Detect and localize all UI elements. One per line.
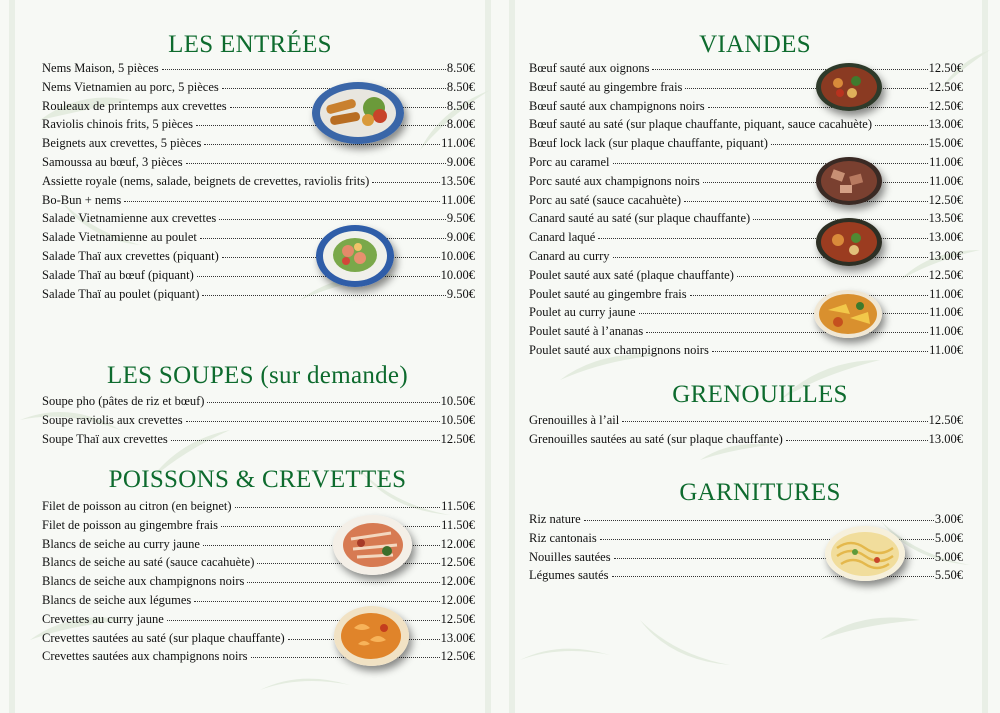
dot-leader bbox=[186, 163, 446, 164]
menu-item-price: 11.00€ bbox=[441, 192, 475, 207]
dot-leader bbox=[684, 201, 928, 202]
chicken-pineapple-icon bbox=[814, 290, 882, 338]
menu-item-price: 3.00€ bbox=[934, 512, 963, 526]
dot-leader bbox=[204, 144, 440, 145]
fried-noodles-icon bbox=[825, 526, 905, 581]
menu-item bbox=[42, 649, 475, 668]
entrees-list bbox=[42, 61, 475, 305]
menu-item bbox=[529, 432, 963, 451]
section-title-garnitures: GARNITURES bbox=[679, 479, 841, 506]
section-title-poissons: POISSONS & CREVETTES bbox=[108, 466, 407, 493]
menu-item bbox=[42, 287, 475, 306]
menu-item-name: Bœuf sauté au saté (sur plaque chauffante, piquant, sauce cacahuète) bbox=[529, 117, 873, 132]
menu-item-name: Canard sauté au saté (sur plaque chauffante) bbox=[529, 211, 751, 226]
menu-item-price: 11.00€ bbox=[929, 173, 963, 188]
menu-item-name: Blancs de seiche au curry jaune bbox=[42, 536, 200, 551]
menu-item-price: 8.50€ bbox=[446, 98, 475, 113]
menu-item-price: 5.50€ bbox=[934, 568, 963, 583]
section-title-entrees: LES ENTRÉES bbox=[168, 31, 332, 58]
menu-item bbox=[42, 518, 475, 537]
menu-item bbox=[529, 249, 963, 268]
section-title-grenouilles: GRENOUILLES bbox=[672, 381, 848, 408]
menu-item-price: 9.00€ bbox=[446, 154, 475, 169]
dot-leader bbox=[737, 276, 928, 277]
dot-leader bbox=[186, 421, 440, 422]
menu-item-name: Blancs de seiche aux champignons noirs bbox=[42, 574, 245, 589]
menu-item-price: 11.00€ bbox=[929, 324, 963, 339]
menu-item bbox=[529, 61, 963, 80]
menu-item-name: Poulet sauté aux saté (plaque chauffante) bbox=[529, 267, 734, 282]
menu-item-name: Canard laqué bbox=[529, 230, 596, 245]
menu-item bbox=[529, 512, 963, 531]
dot-leader bbox=[622, 421, 927, 422]
menu-item-name: Soupe Thaï aux crevettes bbox=[42, 431, 168, 446]
menu-item bbox=[42, 136, 475, 155]
dot-leader bbox=[639, 313, 929, 314]
menu-item-name: Poulet sauté aux champignons noirs bbox=[529, 342, 709, 357]
menu-item bbox=[529, 343, 963, 362]
menu-item bbox=[529, 287, 963, 306]
menu-item bbox=[529, 99, 963, 118]
menu-item-price: 13.00€ bbox=[928, 230, 963, 245]
menu-item-name: Salade Thaï au poulet (piquant) bbox=[42, 286, 200, 301]
menu-item-name: Bœuf sauté aux champignons noirs bbox=[529, 98, 705, 113]
menu-item-name: Porc au saté (sauce cacahuète) bbox=[529, 192, 681, 207]
menu-item-price: 10.50€ bbox=[440, 412, 475, 427]
menu-item-price: 12.50€ bbox=[440, 555, 475, 570]
dot-leader bbox=[712, 351, 928, 352]
salad-plate-icon bbox=[316, 225, 394, 287]
menu-item-price: 12.50€ bbox=[928, 98, 963, 113]
menu-item bbox=[42, 499, 475, 518]
menu-item bbox=[529, 305, 963, 324]
menu-item-name: Riz cantonais bbox=[529, 530, 597, 545]
dot-leader bbox=[613, 257, 928, 258]
dot-leader bbox=[613, 163, 929, 164]
menu-item-price: 12.50€ bbox=[440, 611, 475, 626]
menu-item-name: Raviolis chinois frits, 5 pièces bbox=[42, 117, 194, 132]
menu-item-name: Poulet sauté au gingembre frais bbox=[529, 286, 687, 301]
menu-item-price: 11.00€ bbox=[929, 342, 963, 357]
menu-item bbox=[42, 593, 475, 612]
menu-item-price: 12.00€ bbox=[440, 592, 475, 607]
menu-item-name: Salade Vietnamienne au poulet bbox=[42, 230, 197, 245]
menu-item-name: Soupe pho (pâtes de riz et bœuf) bbox=[42, 394, 205, 408]
menu-item-name: Blancs de seiche aux légumes bbox=[42, 592, 192, 607]
menu-item-name: Crevettes au curry jaune bbox=[42, 611, 164, 626]
dot-leader bbox=[219, 219, 446, 220]
menu-item-name: Riz nature bbox=[529, 512, 581, 526]
menu-item-price: 10.00€ bbox=[440, 248, 475, 263]
menu-item-name: Samoussa au bœuf, 3 pièces bbox=[42, 154, 183, 169]
menu-item bbox=[42, 99, 475, 118]
menu-item-price: 11.00€ bbox=[929, 154, 963, 169]
dot-leader bbox=[685, 88, 927, 89]
menu-item-name: Grenouilles sautées au saté (sur plaque chauffante) bbox=[529, 431, 783, 446]
dot-leader bbox=[207, 402, 439, 403]
spring-rolls-plate-icon bbox=[312, 82, 404, 144]
menu-item-price: 12.50€ bbox=[440, 649, 475, 664]
dot-leader bbox=[786, 440, 928, 441]
menu-item-price: 12.00€ bbox=[440, 536, 475, 551]
menu-item-price: 12.00€ bbox=[440, 574, 475, 589]
menu-item-name: Salade Vietnamienne aux crevettes bbox=[42, 211, 217, 226]
dot-leader bbox=[247, 582, 439, 583]
menu-item bbox=[529, 136, 963, 155]
menu-item-price: 13.00€ bbox=[440, 630, 475, 645]
menu-item-name: Salade Thaï au bœuf (piquant) bbox=[42, 267, 194, 282]
menu-item-name: Salade Thaï aux crevettes (piquant) bbox=[42, 248, 219, 263]
dot-leader bbox=[652, 69, 927, 70]
menu-item bbox=[42, 230, 475, 249]
menu-item-name: Crevettes sautées aux champignons noirs bbox=[42, 649, 248, 664]
menu-item bbox=[42, 80, 475, 99]
menu-item bbox=[42, 394, 475, 413]
menu-item bbox=[42, 61, 475, 80]
menu-item-name: Nems Vietnamien au porc, 5 pièces bbox=[42, 79, 219, 94]
duck-dish-icon bbox=[816, 218, 882, 266]
menu-item-name: Canard au curry bbox=[529, 248, 610, 263]
menu-item bbox=[42, 268, 475, 287]
menu-item-price: 11.00€ bbox=[929, 305, 963, 320]
dot-leader bbox=[197, 276, 440, 277]
menu-item-name: Porc au caramel bbox=[529, 154, 610, 169]
menu-item-price: 12.50€ bbox=[928, 79, 963, 94]
menu-item bbox=[529, 155, 963, 174]
menu-item-price: 13.00€ bbox=[928, 431, 963, 446]
menu-item bbox=[42, 555, 475, 574]
dot-leader bbox=[162, 69, 446, 70]
menu-item-name: Grenouilles à l’ail bbox=[529, 413, 620, 427]
menu-item-price: 15.00€ bbox=[928, 136, 963, 151]
menu-item-price: 9.50€ bbox=[446, 211, 475, 226]
grenouilles-list bbox=[529, 413, 963, 451]
menu-item-name: Porc sauté aux champignons noirs bbox=[529, 173, 700, 188]
poissons-list bbox=[42, 499, 475, 668]
menu-item-price: 9.50€ bbox=[446, 286, 475, 301]
cuttlefish-dish-icon bbox=[333, 515, 412, 575]
pork-dish-icon bbox=[816, 157, 882, 205]
menu-item-price: 13.50€ bbox=[928, 211, 963, 226]
menu-item-price: 11.00€ bbox=[929, 286, 963, 301]
menu-item-name: Filet de poisson au gingembre frais bbox=[42, 517, 219, 532]
menu-item-price: 12.50€ bbox=[928, 413, 963, 427]
dot-leader bbox=[646, 332, 928, 333]
menu-item bbox=[42, 117, 475, 136]
dot-leader bbox=[221, 526, 440, 527]
menu-item-price: 12.50€ bbox=[928, 267, 963, 282]
menu-item bbox=[529, 324, 963, 343]
soupes-list bbox=[42, 394, 475, 450]
dot-leader bbox=[708, 107, 928, 108]
menu-item bbox=[529, 268, 963, 287]
menu-item-price: 13.00€ bbox=[928, 117, 963, 132]
dot-leader bbox=[194, 601, 439, 602]
dot-leader bbox=[875, 125, 928, 126]
menu-item bbox=[42, 211, 475, 230]
menu-item-price: 11.00€ bbox=[441, 136, 475, 151]
menu-item bbox=[529, 211, 963, 230]
menu-item bbox=[529, 230, 963, 249]
dot-leader bbox=[124, 201, 440, 202]
dot-leader bbox=[235, 507, 441, 508]
menu-item-price: 8.50€ bbox=[446, 61, 475, 75]
menu-item bbox=[42, 413, 475, 432]
menu-item-name: Bo-Bun + nems bbox=[42, 192, 122, 207]
menu-item-name: Poulet sauté à l’ananas bbox=[529, 324, 644, 339]
menu-item bbox=[529, 80, 963, 99]
menu-item-price: 13.50€ bbox=[440, 173, 475, 188]
menu-item bbox=[42, 574, 475, 593]
right-page bbox=[500, 0, 1000, 713]
menu-item-name: Nems Maison, 5 pièces bbox=[42, 61, 159, 75]
menu-item-price: 11.50€ bbox=[441, 517, 475, 532]
menu-item-price: 9.00€ bbox=[446, 230, 475, 245]
dot-leader bbox=[372, 182, 439, 183]
menu-item-price: 12.50€ bbox=[928, 61, 963, 75]
menu-item-price: 12.50€ bbox=[440, 431, 475, 446]
beef-stir-fry-icon bbox=[816, 63, 882, 111]
menu-item-name: Crevettes sautées au saté (sur plaque chauffante) bbox=[42, 630, 285, 645]
menu-item-price: 5.00€ bbox=[934, 530, 963, 545]
menu-item bbox=[42, 432, 475, 451]
menu-item-name: Blancs de seiche au saté (sauce cacahuète) bbox=[42, 555, 255, 570]
menu-item-name: Légumes sautés bbox=[529, 568, 609, 583]
section-title-viandes: VIANDES bbox=[699, 31, 811, 58]
dot-leader bbox=[690, 295, 928, 296]
viandes-list bbox=[529, 61, 963, 362]
menu-item-price: 12.50€ bbox=[928, 192, 963, 207]
shrimp-curry-icon bbox=[334, 606, 409, 666]
menu-item bbox=[529, 117, 963, 136]
dot-leader bbox=[171, 440, 440, 441]
menu-item bbox=[42, 155, 475, 174]
menu-item bbox=[42, 174, 475, 193]
menu-item bbox=[42, 193, 475, 212]
menu-item-name: Filet de poisson au citron (en beignet) bbox=[42, 499, 232, 513]
menu-item-name: Beignets aux crevettes, 5 pièces bbox=[42, 136, 202, 151]
menu-item-price: 10.00€ bbox=[440, 267, 475, 282]
menu-item bbox=[42, 612, 475, 631]
menu-item-name: Bœuf lock lack (sur plaque chauffante, piquant) bbox=[529, 136, 768, 151]
menu-item-name: Bœuf sauté au gingembre frais bbox=[529, 79, 683, 94]
menu-item bbox=[529, 193, 963, 212]
menu-item-price: 13.00€ bbox=[928, 248, 963, 263]
menu-item-price: 11.50€ bbox=[441, 499, 475, 513]
menu-item-name: Soupe raviolis aux crevettes bbox=[42, 412, 183, 427]
menu-item-name: Rouleaux de printemps aux crevettes bbox=[42, 98, 227, 113]
menu-item-price: 8.00€ bbox=[446, 117, 475, 132]
menu-item-name: Assiette royale (nems, salade, beignets de crevettes, raviolis frits) bbox=[42, 173, 370, 188]
menu-item-name: Nouilles sautées bbox=[529, 549, 611, 564]
menu-item-price: 10.50€ bbox=[440, 394, 475, 408]
menu-item-name: Bœuf sauté aux oignons bbox=[529, 61, 650, 75]
menu-item bbox=[529, 413, 963, 432]
dot-leader bbox=[771, 144, 928, 145]
menu-item bbox=[529, 568, 963, 587]
menu-item bbox=[42, 631, 475, 650]
menu-item-price: 5.00€ bbox=[934, 549, 963, 564]
menu-item bbox=[529, 174, 963, 193]
dot-leader bbox=[202, 295, 446, 296]
menu-item-price: 8.50€ bbox=[446, 79, 475, 94]
menu-item bbox=[42, 249, 475, 268]
menu-item-name: Poulet au curry jaune bbox=[529, 305, 636, 320]
section-title-soupes: LES SOUPES (sur demande) bbox=[107, 362, 408, 389]
dot-leader bbox=[584, 520, 934, 521]
